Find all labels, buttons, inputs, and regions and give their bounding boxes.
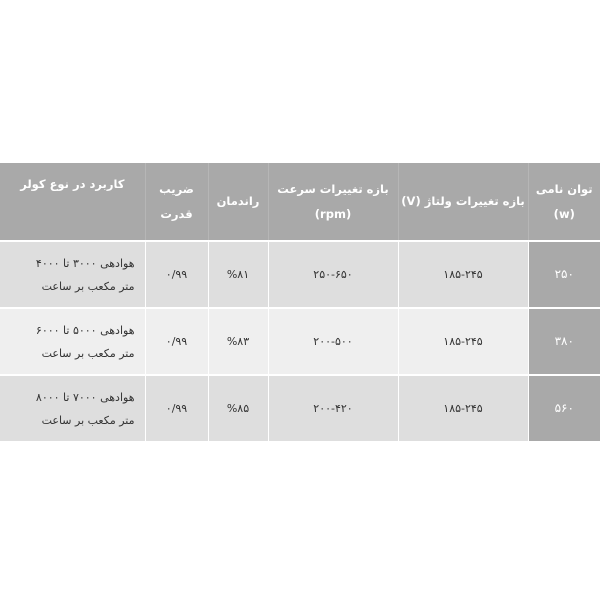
header-speed-range <box>268 163 398 241</box>
table-row <box>0 375 600 441</box>
cell-cooler-usage-line-1: هوادهی ۷۰۰۰ تا ۸۰۰۰ <box>35 390 135 404</box>
header-power-factor-line-2: قدرت <box>160 206 193 221</box>
cell-efficiency: %۸۵ <box>208 375 268 441</box>
cell-power-factor: ۰/۹۹ <box>145 241 208 308</box>
table-row <box>0 308 600 375</box>
cell-cooler-usage-line-2: متر مکعب بر ساعت <box>41 279 135 293</box>
header-voltage-range <box>398 163 528 241</box>
cell-power-factor: ۰/۹۹ <box>145 375 208 441</box>
table-row <box>0 241 600 308</box>
cell-cooler-usage-line-1: هوادهی ۳۰۰۰ تا ۴۰۰۰ <box>35 256 135 270</box>
cell-efficiency: %۸۳ <box>208 308 268 375</box>
header-speed-range-line-1: بازه تغییرات سرعت <box>277 181 389 196</box>
motor-spec-table <box>0 163 600 441</box>
cell-rated-power: ۵۶۰ <box>528 375 600 441</box>
cell-voltage-range: ۱۸۵-۲۴۵ <box>398 375 528 441</box>
cell-cooler-usage-line-2: متر مکعب بر ساعت <box>41 346 135 360</box>
header-efficiency-line-1: راندمان <box>216 194 260 208</box>
cell-cooler-usage <box>0 241 145 308</box>
cell-rated-power: ۳۸۰ <box>528 308 600 375</box>
cell-speed-range: ۲۰۰-۴۲۰ <box>268 375 398 441</box>
table-header-row <box>0 163 600 241</box>
header-efficiency <box>208 163 268 241</box>
cell-voltage-range: ۱۸۵-۲۴۵ <box>398 308 528 375</box>
header-speed-range-line-2: (rpm) <box>314 206 352 221</box>
cell-efficiency: %۸۱ <box>208 241 268 308</box>
cell-cooler-usage <box>0 375 145 441</box>
header-cooler-usage <box>0 163 145 241</box>
header-rated-power-line-2: (w) <box>553 206 575 221</box>
cell-cooler-usage-line-2: متر مکعب بر ساعت <box>41 413 135 427</box>
cell-power-factor: ۰/۹۹ <box>145 308 208 375</box>
cell-voltage-range: ۱۸۵-۲۴۵ <box>398 241 528 308</box>
cell-rated-power: ۲۵۰ <box>528 241 600 308</box>
header-rated-power-line-1: توان نامی <box>535 181 593 196</box>
header-power-factor <box>145 163 208 241</box>
cell-speed-range: ۲۰۰-۵۰۰ <box>268 308 398 375</box>
header-voltage-range-line-1: بازه تغییرات ولتاژ (V) <box>401 194 525 208</box>
cell-speed-range: ۲۵۰-۶۵۰ <box>268 241 398 308</box>
header-power-factor-line-1: ضریب <box>159 181 194 196</box>
cell-cooler-usage <box>0 308 145 375</box>
header-rated-power <box>528 163 600 241</box>
header-cooler-usage-line-1: کاربرد در نوع کولر <box>20 177 125 191</box>
cell-cooler-usage-line-1: هوادهی ۵۰۰۰ تا ۶۰۰۰ <box>35 323 135 337</box>
